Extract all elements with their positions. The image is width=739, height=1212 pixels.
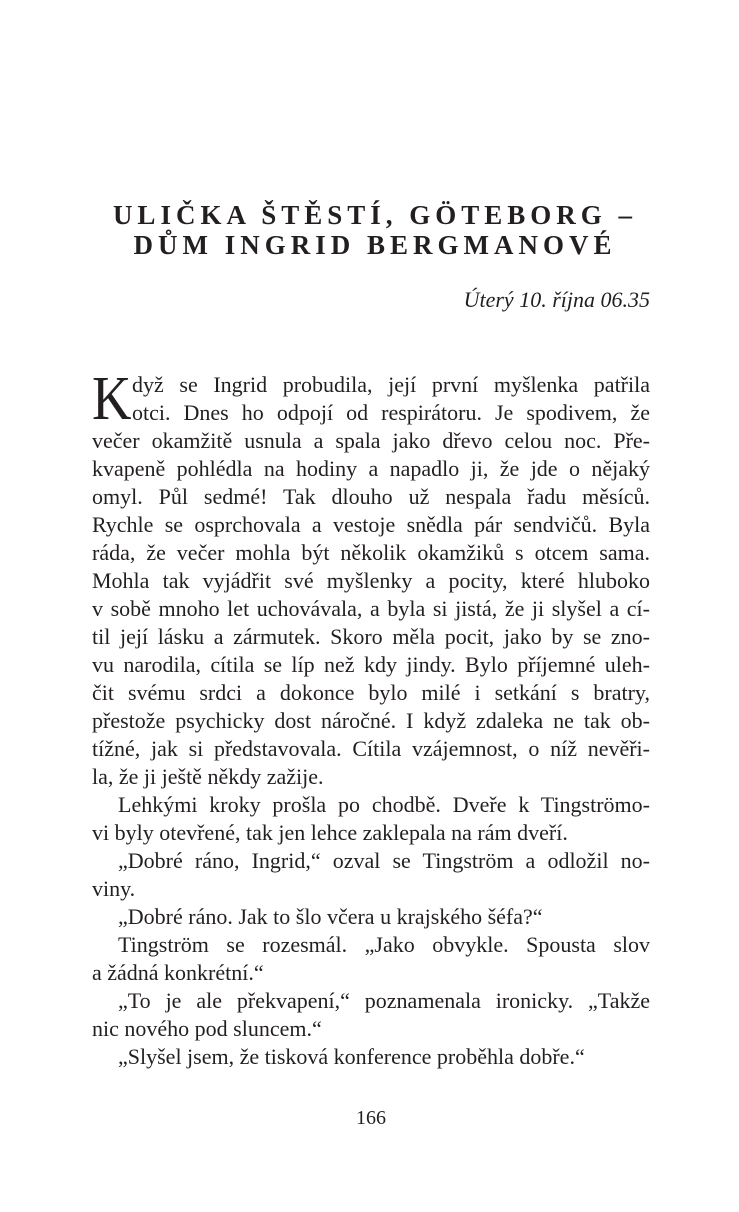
- page-number: 166: [356, 1107, 386, 1129]
- text-line: Rychle se osprchovala a vestoje snědla pár sendvičů. Byla: [92, 512, 650, 537]
- text-line: „Dobré ráno. Jak to šlo včera u krajského šéfa?“: [118, 904, 543, 929]
- dateline: Úterý 10. října 06.35: [463, 287, 650, 312]
- text-line: nic nového pod sluncem.“: [92, 1016, 322, 1041]
- paragraph: [92, 903, 650, 931]
- text-line: „Dobré ráno, Ingrid,“ ozval se Tingström a odložil no-: [118, 848, 650, 873]
- text-line: kvapeně pohlédla na hodiny a napadlo ji, že jde o nějaký: [92, 456, 650, 481]
- text-line: Mohla tak vyjádřit své myšlenky a pocity, které hluboko: [92, 568, 650, 593]
- text-line: „Slyšel jsem, že tisková konference proběhla dobře.“: [118, 1044, 585, 1069]
- text-line: viny.: [92, 876, 136, 901]
- paragraph: [92, 791, 650, 847]
- text-line: vu narodila, cítila se líp než kdy jindy. Bylo příjemné uleh-: [92, 652, 650, 677]
- text-line: přestože psychicky dost náročné. I když zdaleka ne tak ob-: [92, 708, 650, 733]
- text-line: večer okamžitě usnula a spala jako dřevo celou noc. Pře-: [92, 428, 650, 453]
- title-line: ULIČKA ŠTĚSTÍ, GÖTEBORG –: [112, 200, 638, 230]
- drop-cap: K: [92, 365, 132, 433]
- text-line: Tingström se rozesmál. „Jako obvykle. Spousta slov: [118, 932, 650, 957]
- text-line: vi byly otevřené, tak jen lehce zaklepala na rám dveří.: [92, 820, 568, 845]
- paragraph: [92, 1043, 650, 1071]
- text-line: v sobě mnoho let uchovávala, a byla si jistá, že ji slyšel a cí-: [92, 596, 650, 621]
- text-line: la, že ji ještě někdy zažije.: [92, 764, 324, 789]
- body-text: [92, 365, 650, 1071]
- text-line: ráda, že večer mohla být několik okamžiků s otcem sama.: [92, 540, 650, 565]
- text-line: dyž se Ingrid probudila, její první myšlenka patřila: [132, 372, 650, 397]
- text-line: čit svému srdci a dokonce bylo milé i setkání s bratry,: [92, 680, 650, 705]
- text-line: til její lásku a zármutek. Skoro měla pocit, jako by se zno-: [92, 624, 650, 649]
- text-line: tížné, jak si představovala. Cítila vzájemnost, o níž nevěři-: [92, 736, 650, 761]
- paragraph: [92, 847, 650, 903]
- text-line: omyl. Půl sedmé! Tak dlouho už nespala řadu měsíců.: [92, 484, 650, 509]
- text-line: otci. Dnes ho odpojí od respirátoru. Je spodivem, že: [132, 400, 650, 425]
- text-line: a žádná konkrétní.“: [92, 960, 264, 985]
- paragraph: [92, 987, 650, 1043]
- text-line: Lehkými kroky prošla po chodbě. Dveře k Tingströmo-: [118, 792, 650, 817]
- title-line: DŮM INGRID BERGMANOVÉ: [133, 230, 617, 260]
- text-line: „To je ale překvapení,“ poznamenala ironicky. „Takže: [118, 988, 650, 1013]
- paragraph: [92, 371, 650, 791]
- chapter-title: [92, 200, 650, 260]
- paragraph: [92, 931, 650, 987]
